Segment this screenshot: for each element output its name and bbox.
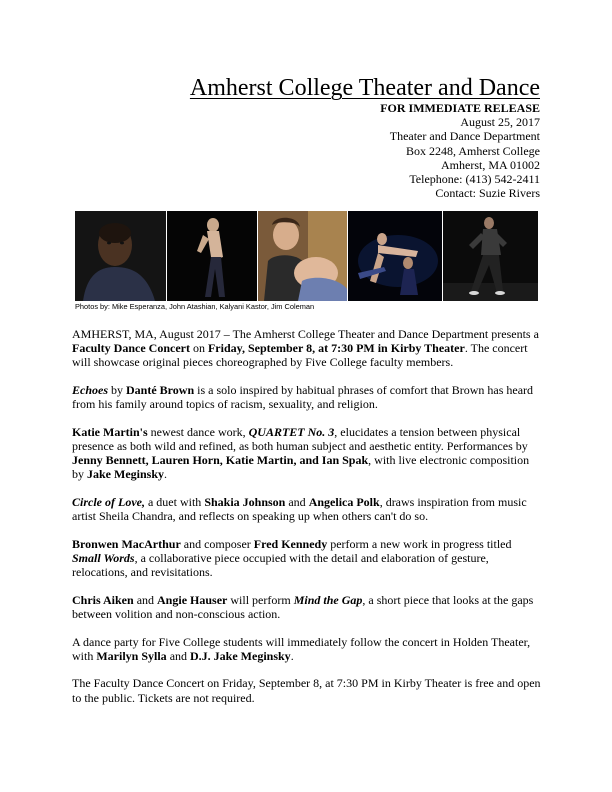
paragraph-small-words xyxy=(72,537,542,580)
paragraph-echoes xyxy=(72,383,542,411)
artist-name: Katie Martin's xyxy=(72,424,148,439)
work-title: Circle of Love, xyxy=(72,495,145,509)
photo-strip xyxy=(75,211,538,301)
text-run: newest dance work, xyxy=(147,424,249,439)
work-title: Echoes xyxy=(72,383,108,397)
text-run: , with live electronic composition by xyxy=(72,453,530,482)
artist-name: Chris Aiken xyxy=(72,592,134,607)
photo-dancer-dark xyxy=(167,211,257,301)
text-run: by xyxy=(108,383,126,397)
contact-line: Contact: Suzie Rivers xyxy=(435,186,540,201)
text-run: perform a new work in progress titled xyxy=(327,536,512,551)
text-run: , a collaborative piece occupied with the detail and elaboration of gesture, relocations, and revisitations. xyxy=(72,551,489,580)
text-run: , a short piece that looks at the gaps between volition and non-conscious action. xyxy=(72,592,534,621)
artist-name: Shakia Johnson xyxy=(204,495,286,509)
photo-solo-dancer xyxy=(443,211,538,301)
artist-name: Fred Kennedy xyxy=(253,536,328,551)
event-datetime: Friday, September 8, at 7:30 PM in Kirby Theater xyxy=(207,341,465,356)
mailing-box: Box 2248, Amherst College xyxy=(406,143,540,158)
photo-portrait xyxy=(75,211,166,301)
artist-name: Bronwen MacArthur xyxy=(72,536,181,551)
text-run: will perform xyxy=(227,592,294,607)
artist-name: Danté Brown xyxy=(126,383,195,397)
photo-credit: Photos by: Mike Esperanza, John Atashian, Kalyani Kastor, Jim Coleman xyxy=(75,302,315,311)
paragraph-dance-party xyxy=(72,635,542,663)
text-run: , draws inspiration from music artist Sheila Chandra, and reflects on speaking up when others can't do so. xyxy=(72,495,527,524)
text-run: and xyxy=(285,495,309,509)
text-run: is a solo inspired by habitual phrases of comfort that Brown has heard from his family around topics of racism, sexuality, and religion. xyxy=(72,383,534,412)
artist-name: D.J. Jake Meginsky xyxy=(190,648,291,663)
paragraph-circle-of-love xyxy=(72,495,542,523)
artist-name: Angie Hauser xyxy=(157,592,228,607)
artist-name: Jake Meginsky xyxy=(87,467,165,482)
text-run: and composer xyxy=(180,536,254,551)
text-run: . xyxy=(290,648,294,663)
release-header xyxy=(240,101,540,200)
text-run: . xyxy=(164,467,168,482)
event-name: Faculty Dance Concert xyxy=(72,341,190,356)
telephone-line: Telephone: (413) 542-2411 xyxy=(409,172,540,187)
paragraph-mind-the-gap xyxy=(72,593,542,621)
text-run: A dance party for Five College students will immediately follow the concert in Holden Theater, with xyxy=(72,634,531,663)
work-title: QUARTET No. 3 xyxy=(248,424,335,439)
artist-name: Angelica Polk xyxy=(308,495,380,509)
text-run: a duet with xyxy=(144,495,205,509)
release-date: August 25, 2017 xyxy=(460,115,540,130)
photo-dancers-closeup xyxy=(258,211,347,301)
work-title: Mind the Gap xyxy=(293,592,363,607)
text-run: , elucidates a tension between physical presence as both wild and refined, as both human subject and aesthetic entity. Performances by xyxy=(72,424,528,453)
text-run: and xyxy=(133,592,158,607)
paragraph-quartet xyxy=(72,425,542,482)
text-run: and xyxy=(166,648,191,663)
text-run: The Faculty Dance Concert on Friday, September 8, at 7:30 PM in Kirby Theater is free and open to the public. Tickets are not required. xyxy=(72,676,541,705)
city-line: Amherst, MA 01002 xyxy=(441,157,540,172)
text-run: on xyxy=(189,341,208,356)
page-title: Amherst College Theater and Dance xyxy=(189,75,540,101)
release-body xyxy=(72,327,542,718)
department-name: Theater and Dance Department xyxy=(389,129,540,144)
paragraph-admission xyxy=(72,676,542,704)
work-title: Small Words xyxy=(72,551,135,565)
text-run: AMHERST, MA, August 2017 – The Amherst College Theater and Dance Department presents a xyxy=(72,327,539,341)
performer-names: Jenny Bennett, Lauren Horn, Katie Martin, and Ian Spak xyxy=(72,453,369,468)
paragraph-intro xyxy=(72,327,542,370)
text-run: . The concert will showcase original pieces choreographed by Five College faculty members. xyxy=(72,341,528,370)
release-label: FOR IMMEDIATE RELEASE xyxy=(380,101,540,115)
artist-name: Marilyn Sylla xyxy=(96,648,167,663)
photo-duet-stage xyxy=(348,211,442,301)
